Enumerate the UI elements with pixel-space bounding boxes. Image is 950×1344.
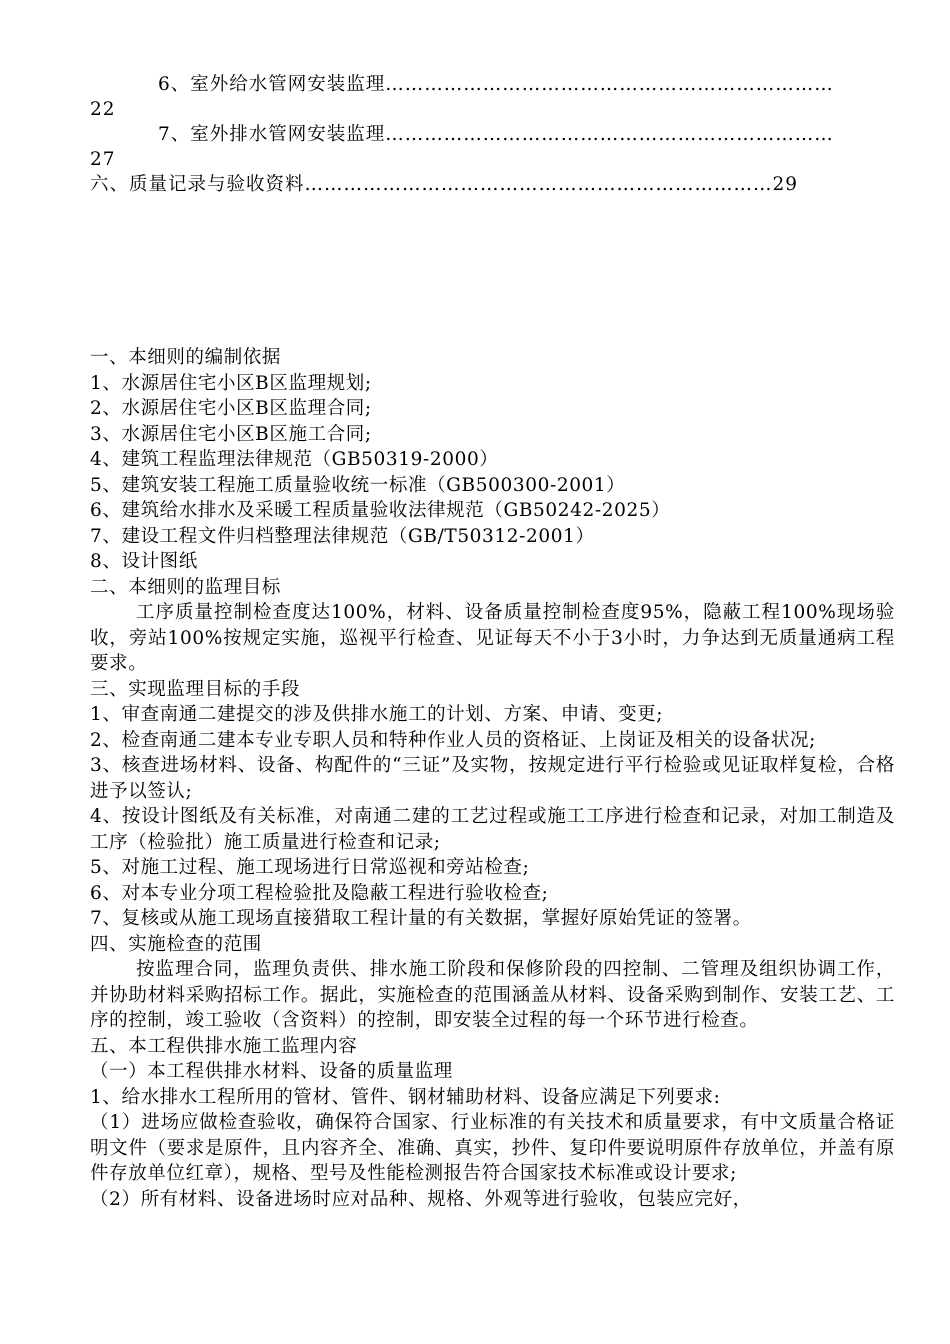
list-item: 1、给水排水工程所用的管材、管件、钢材辅助材料、设备应满足下列要求: [90,1086,721,1108]
list-item: （2）所有材料、设备进场时应对品种、规格、外观等进行验收，包装应完好， [90,1188,752,1210]
toc-page-number: 27 [90,149,116,170]
section-heading: 一、本细则的编制依据 [90,347,282,368]
list-item: 8、设计图纸 [90,551,198,572]
section-heading: 五、本工程供排水施工监理内容 [90,1035,358,1057]
list-item: 2、水源居住宅小区B区监理合同; [90,398,372,419]
list-item: （1）进场应做检查验收，确保符合国家、行业标准的有关技术和质量要求，有中文质量合格证明文件（要求是原件，且内容齐全、准确、真实，抄件、复印件要说明原件存放单位，并盖有原件存放单位红章），规格、型号及性能检测报告符合国家技术标准或设计要求; [90,1112,895,1184]
paragraph: 工序质量控制检查度达100%，材料、设备质量控制检查度95%，隐蔽工程100%现场验收，旁站100%按规定实施，巡视平行检查、见证每天不小于3小时，力争达到无质量通病工程要求。 [90,602,895,674]
list-item: 1、审查南通二建提交的涉及供排水施工的计划、方案、申请、变更; [90,704,664,725]
list-item: 7、建设工程文件归档整理法律规范（GB/T50312-2001） [90,525,595,547]
list-item: 1、水源居住宅小区B区监理规划; [90,372,372,394]
paragraph: 按监理合同，监理负责供、排水施工阶段和保修阶段的四控制、二管理及组织协调工作，并协助材料采购招标工作。据此，实施检查的范围涵盖从材料、设备采购到制作、安装工艺、工序的控制，竣工验收（含资料）的控制，即安装全过程的每一个环节进行检查。 [90,959,895,1031]
section-heading: 四、实施检查的范围 [90,933,262,955]
list-item: 3、水源居住宅小区B区施工合同; [90,423,372,445]
list-item: 7、复核或从施工现场直接猎取工程计量的有关数据，掌握好原始凭证的签署。 [90,908,752,929]
toc-page-number: 22 [90,99,116,120]
list-item: 4、按设计图纸及有关标准，对南通二建的工艺过程或施工工序进行检查和记录，对加工制造及工序（检验批）施工质量进行检查和记录; [90,806,895,853]
section-heading: 二、本细则的监理目标 [90,576,282,598]
list-item: 5、对施工过程、施工现场进行日常巡视和旁站检查; [90,857,530,878]
list-item: 5、建筑安装工程施工质量验收统一标准（GB500300-2001） [90,474,626,496]
subsection-heading: （一）本工程供排水材料、设备的质量监理 [90,1061,453,1082]
toc-entry: 7、室外排水管网安装监理…………………………………………………………… [158,124,834,145]
toc-entry: 6、室外给水管网安装监理…………………………………………………………… [158,74,834,95]
section-heading: 三、实现监理目标的手段 [90,678,301,700]
list-item: 2、检查南通二建本专业专职人员和特种作业人员的资格证、上岗证及相关的设备状况; [90,729,816,751]
document-body [90,345,895,1212]
list-item: 3、核查进场材料、设备、构配件的“三证”及实物，按规定进行平行检验或见证取样复检，合格进予以签认; [90,755,895,802]
toc-entry: 六、质量记录与验收资料………………………………………………………………29 [90,174,799,195]
list-item: 6、建筑给水排水及采暖工程质量验收法律规范（GB50242-2025） [90,500,671,521]
table-of-contents [90,72,890,197]
list-item: 6、对本专业分项工程检验批及隐蔽工程进行验收检查; [90,882,549,904]
list-item: 4、建筑工程监理法律规范（GB50319-2000） [90,449,499,470]
